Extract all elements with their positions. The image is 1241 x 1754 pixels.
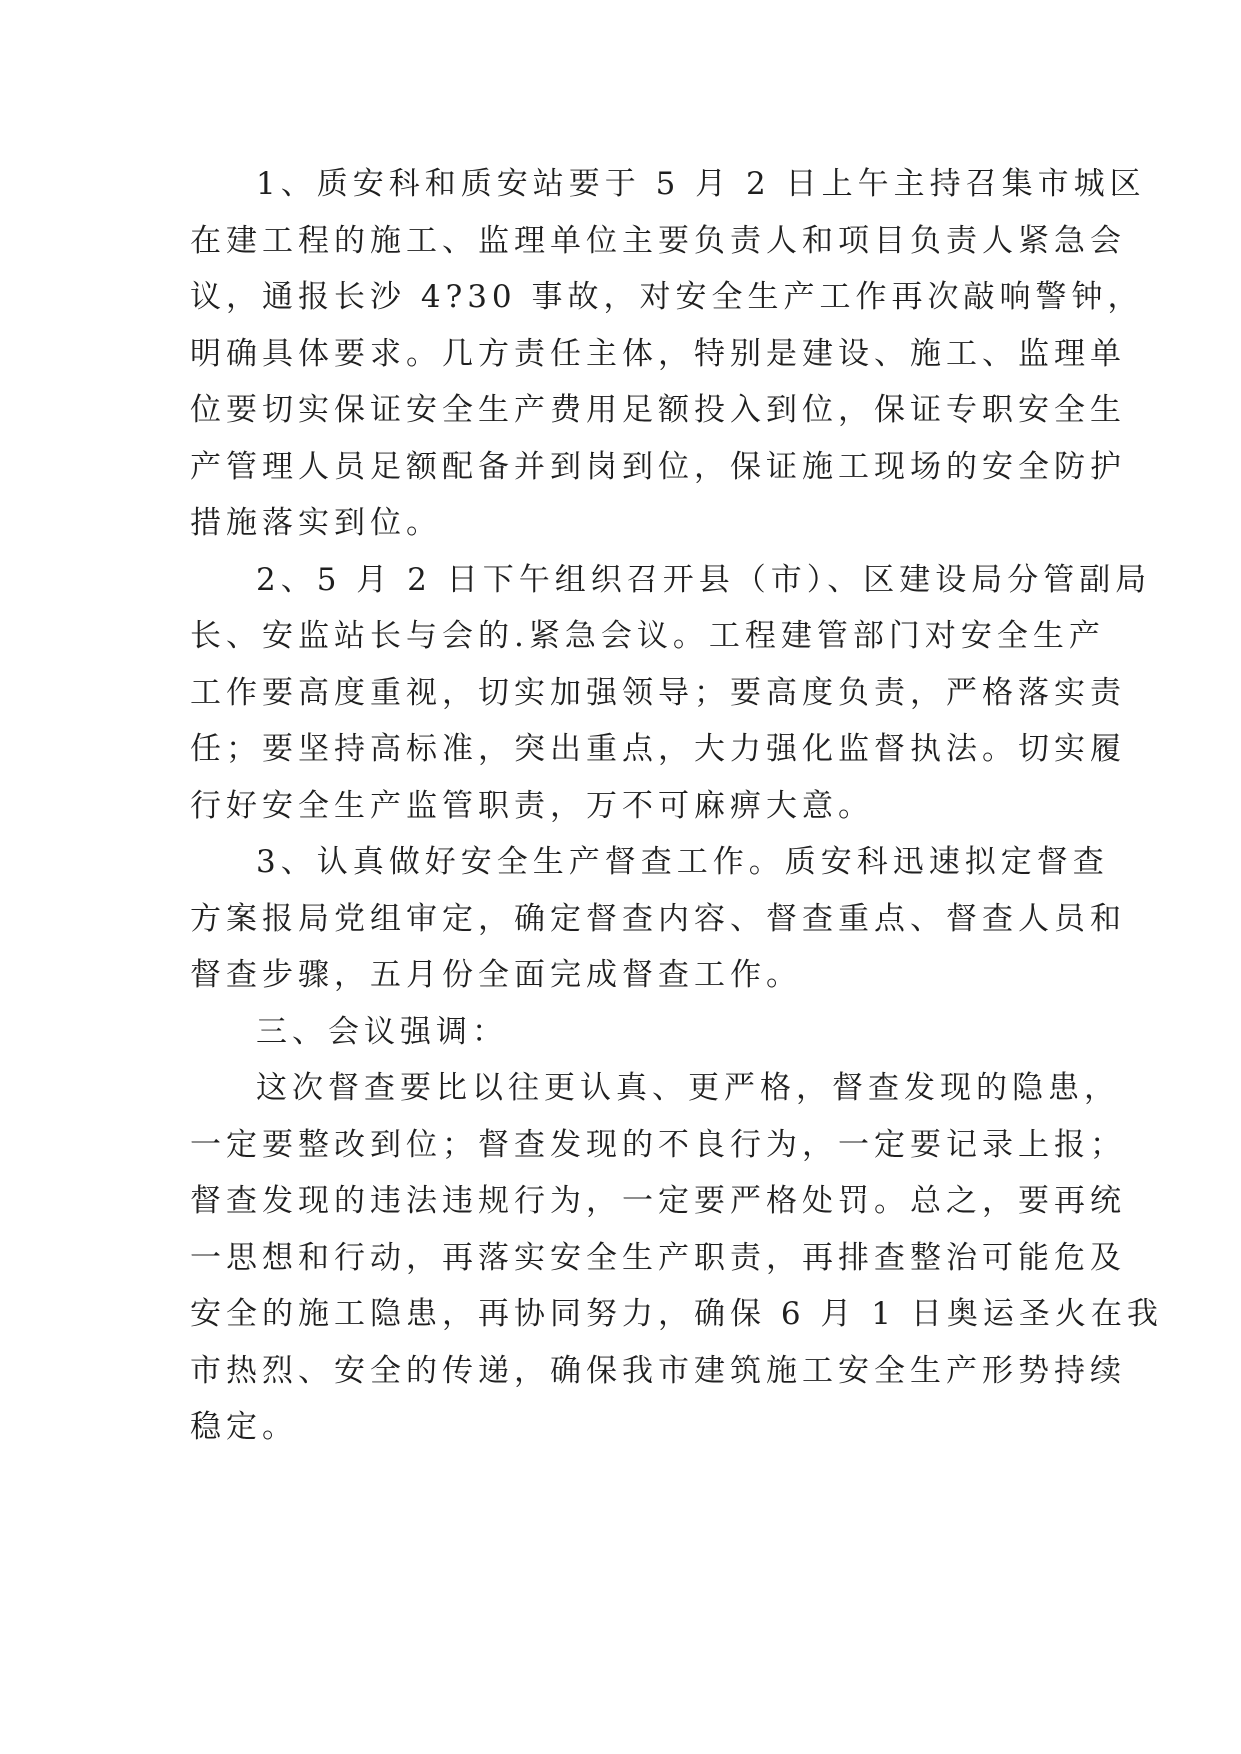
text-line: 这次督查要比以往更认真、更严格，督查发现的隐患，	[256, 1070, 1120, 1106]
paragraph-4	[190, 1060, 1163, 1456]
text-line: 安全的施工隐患，再协同努力，确保 6 月 1 日奥运圣火在我	[190, 1296, 1163, 1332]
text-line: 一思想和行动，再落实安全生产职责，再排查整治可能危及	[190, 1239, 1126, 1276]
paragraph-2	[190, 552, 1152, 835]
heading-text: 三、会议强调：	[256, 1013, 508, 1050]
text-line: 产管理人员足额配备并到岗到位，保证施工现场的安全防护	[190, 448, 1126, 485]
text-line: 2、5 月 2 日下午组织召开县（市）、区建设局分管副局	[256, 561, 1152, 598]
text-line: 议，通报长沙 4?30 事故，对安全生产工作再次敲响警钟，	[190, 279, 1144, 315]
text-line: 3、认真做好安全生产督查工作。质安科迅速拟定督查	[256, 844, 1109, 880]
text-line: 行好安全生产监管职责，万不可麻痹大意。	[190, 787, 874, 824]
text-line: 市热烈、安全的传递，确保我市建筑施工安全生产形势持续	[190, 1352, 1126, 1389]
text-line: 稳定。	[190, 1409, 298, 1445]
section-heading	[190, 1004, 1070, 1061]
text-line: 工作要高度重视，切实加强领导；要高度负责，严格落实责	[190, 674, 1126, 711]
paragraph-1	[190, 156, 1146, 552]
text-line: 位要切实保证安全生产费用足额投入到位，保证专职安全生	[190, 392, 1126, 428]
text-line: 方案报局党组审定，确定督查内容、督查重点、督查人员和	[190, 900, 1126, 937]
text-line: 措施落实到位。	[190, 505, 442, 541]
text-line: 1、质安科和质安站要于 5 月 2 日上午主持召集市城区	[256, 166, 1146, 202]
text-line: 任；要坚持高标准，突出重点，大力强化监督执法。切实履	[190, 731, 1126, 767]
text-line: 长、安监站长与会的.紧急会议。工程建管部门对安全生产	[190, 618, 1105, 654]
text-line: 在建工程的施工、监理单位主要负责人和项目负责人紧急会	[190, 222, 1126, 259]
text-line: 督查发现的违法违规行为，一定要严格处罚。总之，要再统	[190, 1183, 1126, 1219]
text-line: 一定要整改到位；督查发现的不良行为，一定要记录上报；	[190, 1126, 1126, 1163]
document-body	[190, 156, 1163, 1456]
text-line: 督查步骤，五月份全面完成督查工作。	[190, 957, 802, 993]
paragraph-3	[190, 834, 1126, 1004]
text-line: 明确具体要求。几方责任主体，特别是建设、施工、监理单	[190, 335, 1126, 372]
